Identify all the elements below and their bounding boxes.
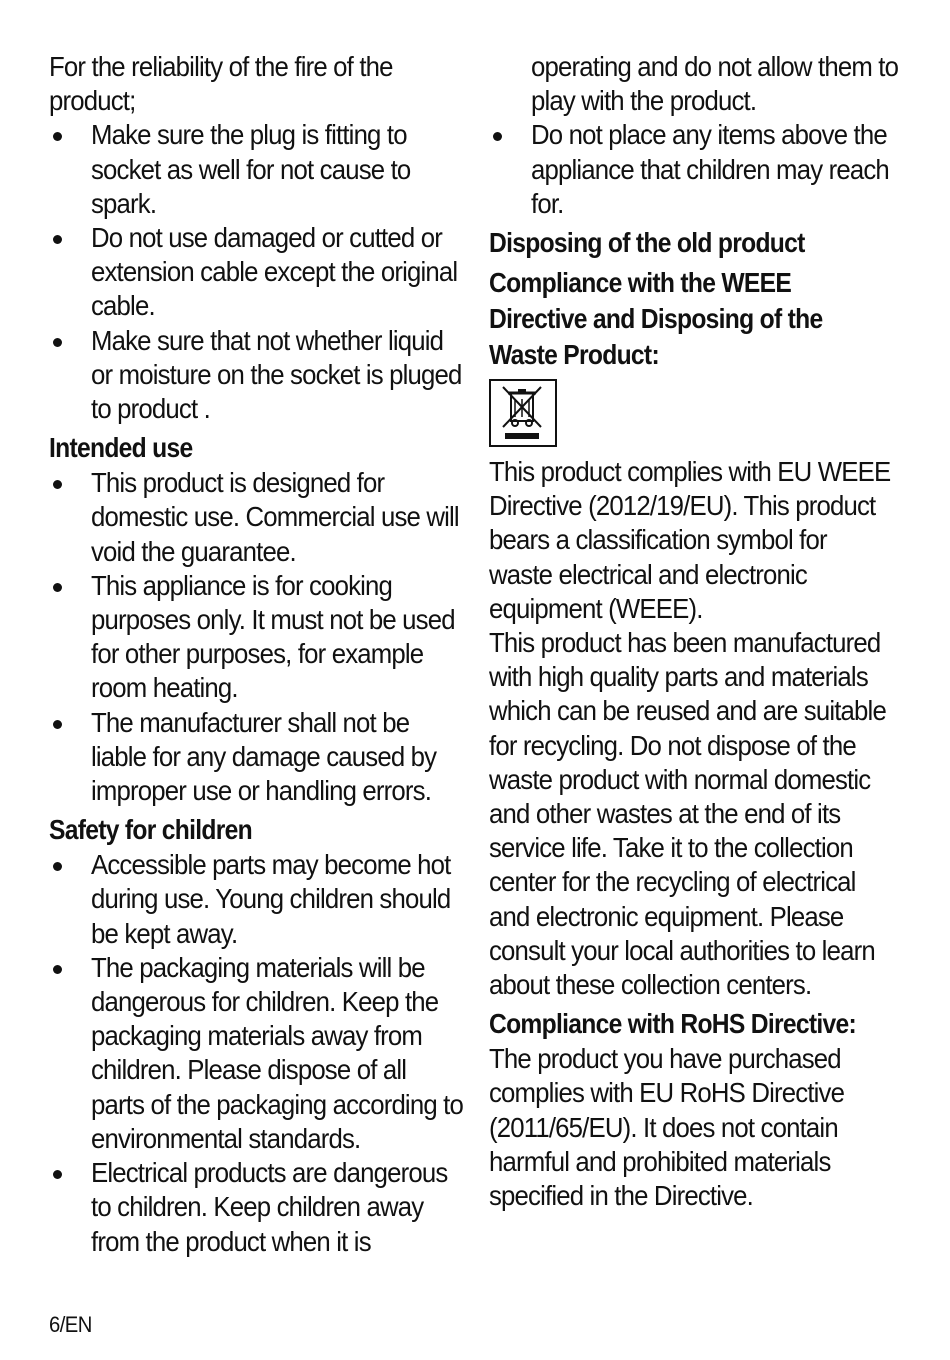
bullet-icon: [53, 965, 62, 974]
list-item: The manufacturer shall not be liable for any damage caused by improper use or handling errors.: [49, 706, 469, 809]
bullet-icon: [493, 132, 502, 141]
bullet-icon: [53, 132, 62, 141]
page-number: 6/EN: [49, 1312, 92, 1337]
list-item: This product is designed for domestic use. Commercial use will void the guarantee.: [49, 466, 469, 569]
plug-safety-list: [49, 118, 469, 426]
intended-use-list: [49, 466, 469, 808]
bullet-icon: [53, 235, 62, 244]
rohs-heading: Compliance with RoHS Directive:: [489, 1008, 857, 1040]
left-column: [49, 50, 469, 1259]
weee-heading: Compliance with the WEEE Directive and Disposing of the Waste Product:: [489, 267, 823, 371]
bullet-icon: [53, 720, 62, 729]
bullet-icon: [53, 338, 62, 347]
list-item: Make sure that not whether liquid or moisture on the socket is pluged to product .: [49, 324, 469, 427]
disposing-heading: Disposing of the old product: [489, 227, 805, 259]
bullet-icon: [53, 480, 62, 489]
children-safety-list-continued: [489, 118, 909, 221]
children-safety-list: [49, 848, 469, 1258]
right-column: [489, 50, 909, 1213]
bullet-icon: [53, 1170, 62, 1179]
list-item: The packaging materials will be dangerous for children. Keep the packaging materials away from children. Please dispose of all parts of the packaging according to environmental standards.: [49, 951, 469, 1156]
bullet-icon: [53, 583, 62, 592]
list-item: Electrical products are dangerous to children. Keep children away from the product when it is: [49, 1156, 469, 1259]
list-item: Do not use damaged or cutted or extension cable except the original cable.: [49, 221, 469, 324]
continued-text: operating and do not allow them to play with the product.: [531, 51, 899, 117]
weee-paragraph-1: This product complies with EU WEEE Directive (2012/19/EU). This product bears a classification symbol for waste electrical and electronic equipment (WEEE).: [489, 456, 891, 624]
safety-children-heading: Safety for children: [49, 814, 252, 846]
intro-text: For the reliability of the fire of the product;: [49, 51, 393, 117]
list-item: This appliance is for cooking purposes only. It must not be used for other purposes, for example room heating.: [49, 569, 469, 706]
list-item: Accessible parts may become hot during use. Young children should be kept away.: [49, 848, 469, 951]
list-item: Make sure the plug is fitting to socket as well for not cause to spark.: [49, 118, 469, 221]
intended-use-heading: Intended use: [49, 432, 193, 464]
rohs-paragraph: The product you have purchased complies with EU RoHS Directive (2011/65/EU). It does not contain harmful and prohibited materials specified in the Directive.: [489, 1043, 845, 1212]
weee-paragraph-2: This product has been manufactured with high quality parts and materials which can be reused and are suitable for recycling. Do not dispose of the waste product with normal domestic and other wastes at the end of its service life. Take it to the collection center for the recycling of electrical and electronic equipment. Please consult your local authorities to learn about these collection centers.: [489, 627, 886, 1001]
continued-text-block: [489, 50, 909, 118]
bullet-icon: [53, 862, 62, 871]
list-item: Do not place any items above the appliance that children may reach for.: [489, 118, 909, 221]
crossed-out-wheelie-bin-icon: [489, 379, 557, 447]
